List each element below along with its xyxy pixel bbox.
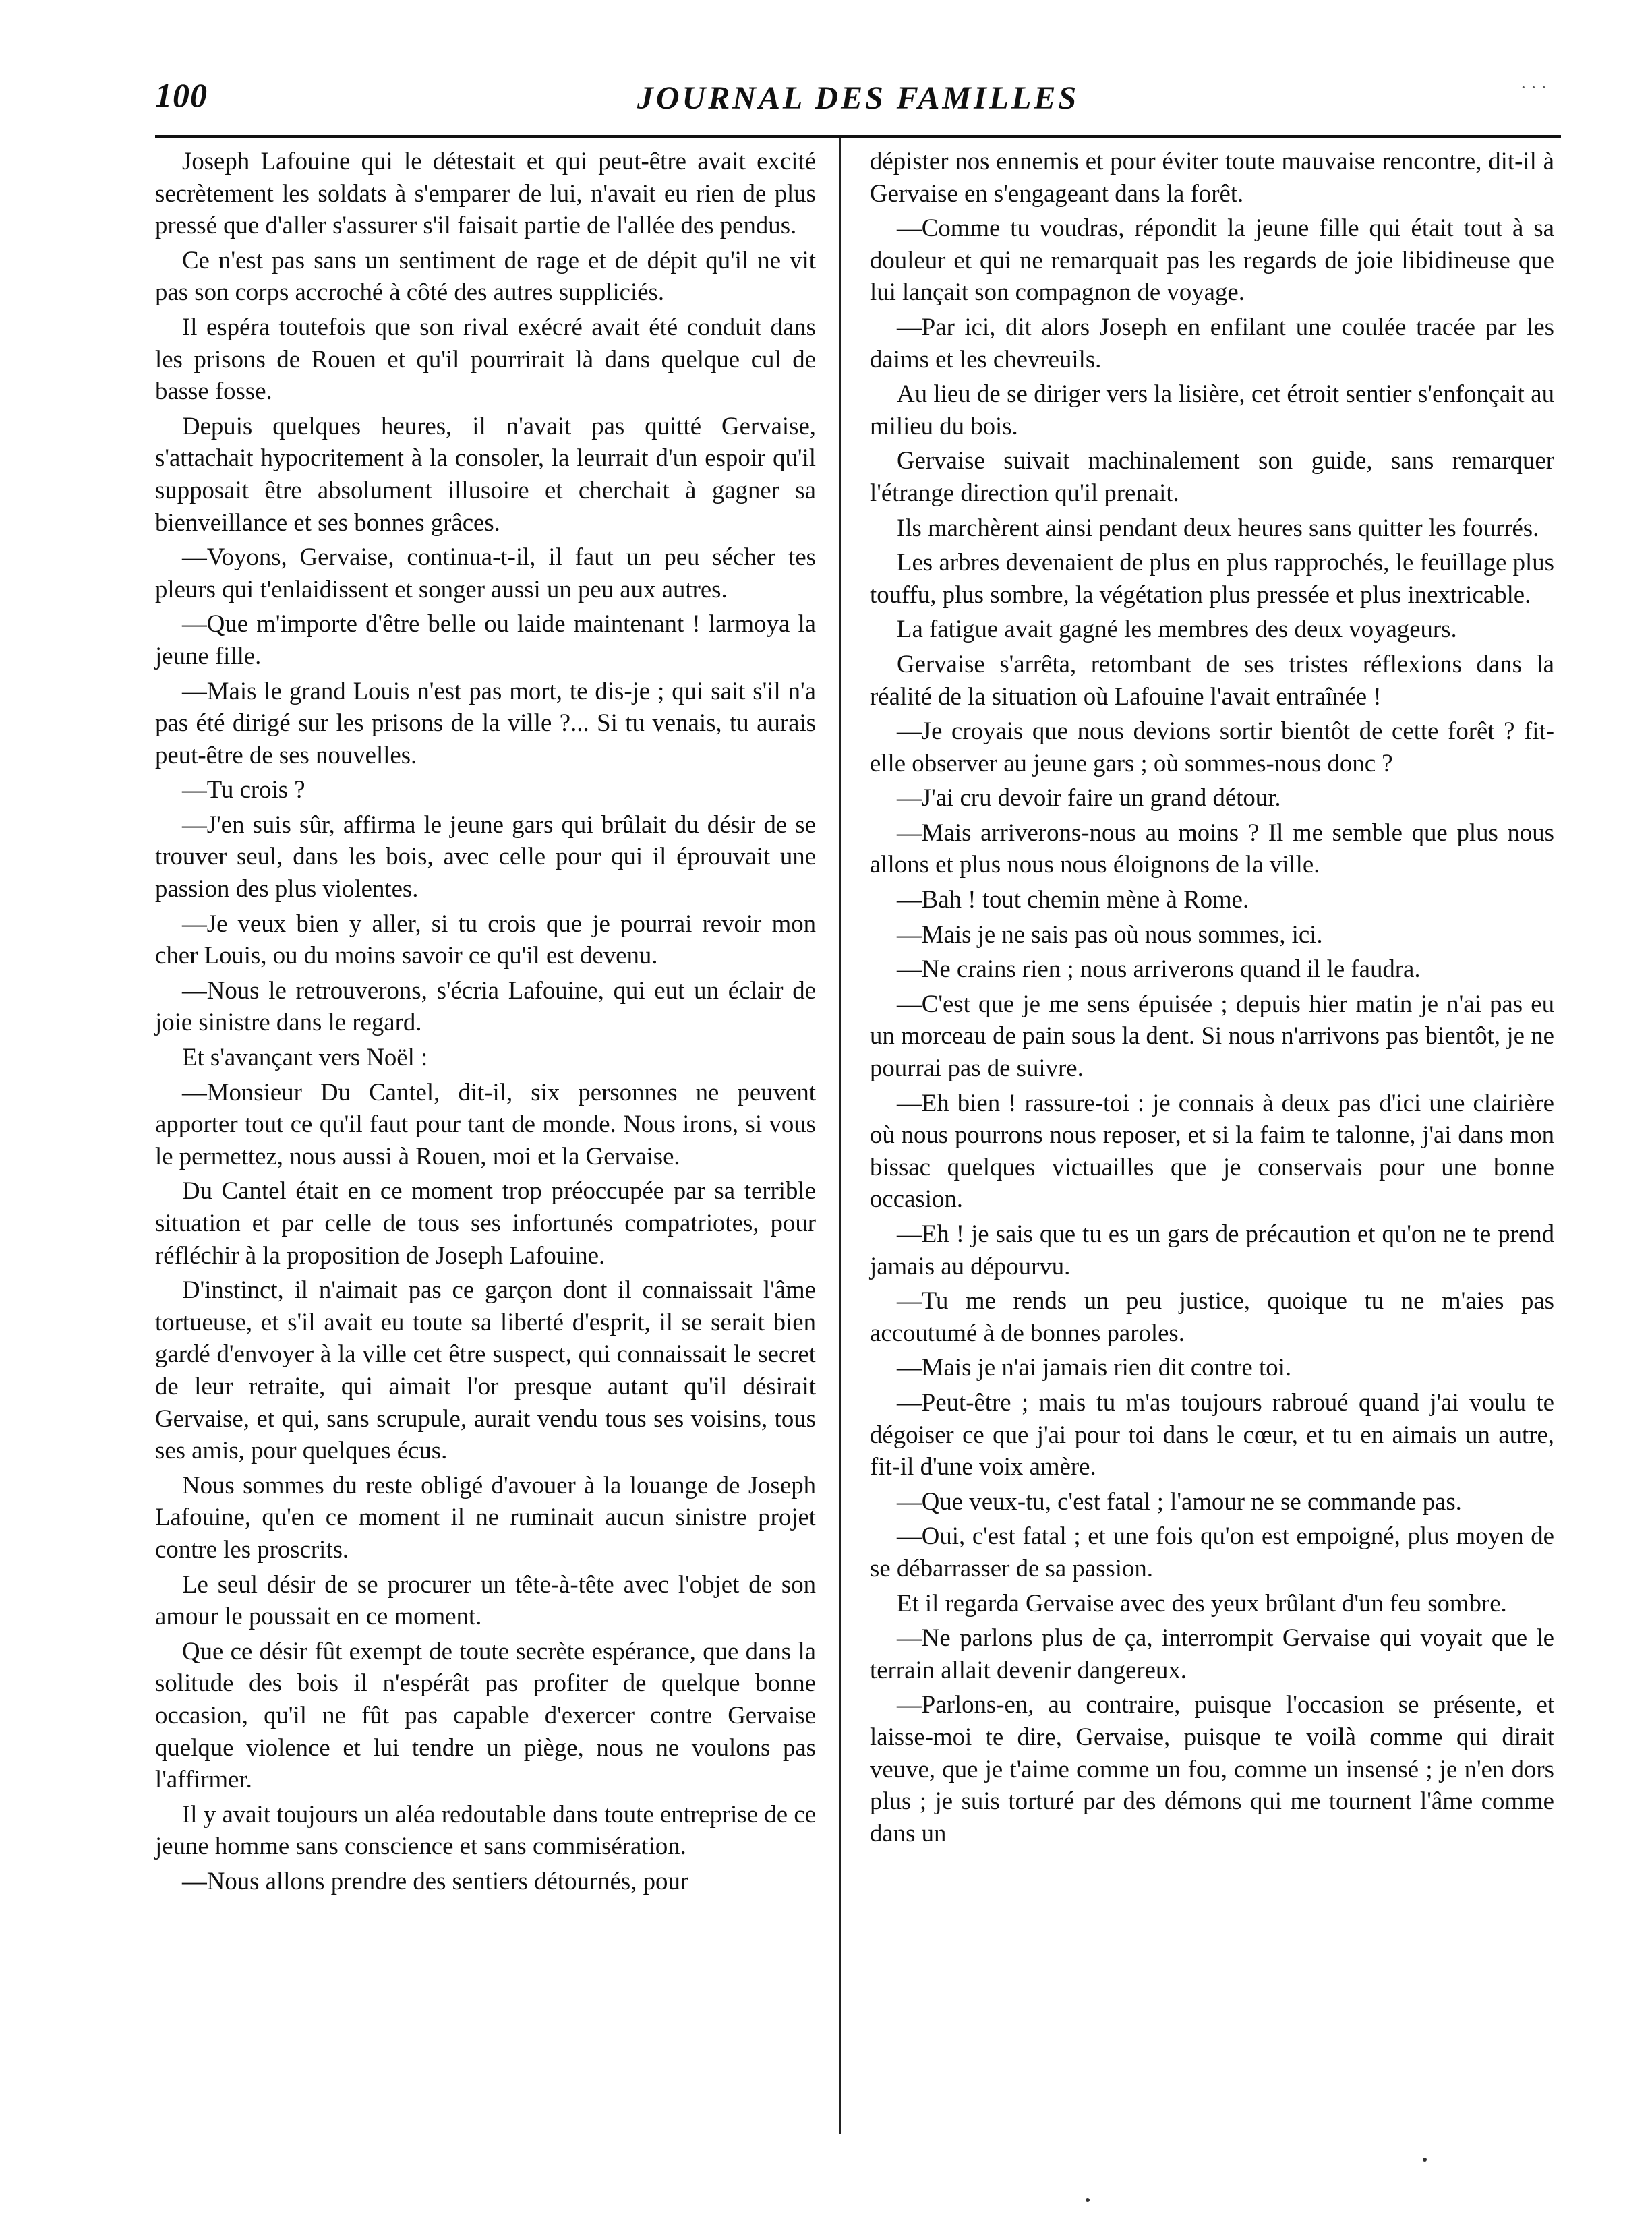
paragraph: —Nous allons prendre des sentiers détournés, pour <box>182 1866 689 1895</box>
paragraph: —Mais je n'ai jamais rien dit contre toi. <box>897 1353 1292 1382</box>
paragraph: —Mais je ne sais pas où nous sommes, ici. <box>897 920 1323 948</box>
paragraph: —Tu crois ? <box>182 775 305 804</box>
paragraph: Nous sommes du reste obligé d'avouer à la louange de Joseph Lafouine, qu'en ce moment il ne ruminait aucun sinistre projet contre les proscrits. <box>155 1471 816 1563</box>
paragraph: D'instinct, il n'aimait pas ce garçon dont il connaissait l'âme tortueuse, et s'il avait eu toute sa liberté d'esprit, il se serait bien gardé d'envoyer à la ville cet être suspect, qui connaissait le secret de leur retraite, qui aimait l'or presque autant qu'il désirait Gervaise, et qui, sans scrupule, aurait vendu tous ses voisins, tous ses amis, pour quelques écus. <box>155 1276 816 1464</box>
print-speck <box>1423 2158 1427 2162</box>
paragraph: —Voyons, Gervaise, continua-t-il, il faut un peu sécher tes pleurs qui t'enlaidissent et songer aussi un peu aux autres. <box>155 543 816 603</box>
print-speck <box>1086 2198 1090 2202</box>
corner-speck: · · · <box>1521 78 1547 97</box>
paragraph: Et il regarda Gervaise avec des yeux brûlant d'un feu sombre. <box>897 1589 1507 1617</box>
paragraph: —Bah ! tout chemin mène à Rome. <box>897 885 1249 914</box>
paragraph: —Mais arriverons-nous au moins ? Il me semble que plus nous allons et plus nous nous éloignons de la ville. <box>870 818 1554 879</box>
paragraph: —Que veux-tu, c'est fatal ; l'amour ne se commande pas. <box>897 1487 1462 1515</box>
paragraph: —Comme tu voudras, répondit la jeune fille qui était tout à sa douleur et qui ne remarquait pas les regards de joie libidineuse que lui lançait son compagnon de voyage. <box>870 214 1554 306</box>
paragraph: Que ce désir fût exempt de toute secrète espérance, que dans la solitude des bois il n'espérât pas profiter de quelque bonne occasion, qu'il ne fût pas capable d'exercer contre Gervaise quelque violence et lui tendre un piège, nous ne voulons pas l'affirmer. <box>155 1636 816 1793</box>
paragraph: —Parlons-en, au contraire, puisque l'occasion se présente, et laisse-moi te dire, Gervaise, puisque te voilà comme qui dirait veuve, que je t'aime comme un fou, comme un insensé ; je n'en dors plus ; je suis torturé par des démons qui me tournent l'âme comme dans un <box>870 1690 1554 1847</box>
paragraph: —Peut-être ; mais tu m'as toujours rabroué quand j'ai voulu te dégoiser ce que j'ai pour toi dans le cœur, et tu en aimais un autre, fit-il d'une voix amère. <box>870 1388 1554 1481</box>
paragraph: —Que m'importe d'être belle ou laide maintenant ! larmoya la jeune fille. <box>155 610 816 670</box>
paragraph: —J'en suis sûr, affirma le jeune gars qui brûlait du désir de se trouver seul, dans les bois, avec celle pour qui il éprouvait une passion des plus violentes. <box>155 810 816 903</box>
paragraph: —Oui, c'est fatal ; et une fois qu'on est empoigné, plus moyen de se débarrasser de sa passion. <box>870 1522 1554 1582</box>
paragraph: Depuis quelques heures, il n'avait pas quitté Gervaise, s'attachait hypocritement à la consoler, la leurrait d'un espoir qu'il supposait être absolument illusoire et cherchait à gagner sa bienveillance et ses bonnes grâces. <box>155 411 816 536</box>
journal-title: JOURNAL DES FAMILLES <box>637 80 1080 116</box>
page-header <box>155 76 1561 129</box>
paragraph: Joseph Lafouine qui le détestait et qui peut-être avait excité secrètement les soldats à s'emparer de lui, n'avait eu rien de plus pressé que d'aller s'assurer s'il faisait partie de l'allée des pendus. <box>155 147 816 239</box>
column-divider <box>839 138 841 2134</box>
paragraph: —Par ici, dit alors Joseph en enfilant une coulée tracée par les daims et les chevreuils. <box>870 312 1554 373</box>
paragraph: Le seul désir de se procurer un tête-à-tête avec l'objet de son amour le poussait en ce moment. <box>155 1570 816 1630</box>
paragraph: —C'est que je me sens épuisée ; depuis hier matin je n'ai pas eu un morceau de pain sous la dent. Si nous n'arrivons pas bientôt, je ne pourrai pas de suivre. <box>870 989 1554 1082</box>
paragraph: Ce n'est pas sans un sentiment de rage et de dépit qu'il ne vit pas son corps accroché à côté des autres suppliciés. <box>155 245 816 306</box>
paragraph: —J'ai cru devoir faire un grand détour. <box>897 783 1281 812</box>
header-rule <box>155 135 1561 138</box>
paragraph: —Eh ! je sais que tu es un gars de précaution et qu'on ne te prend jamais au dépourvu. <box>870 1220 1554 1280</box>
paragraph-continuation: dépister nos ennemis et pour éviter toute mauvaise rencontre, dit-il à Gervaise en s'engageant dans la forêt. <box>870 147 1554 207</box>
paragraph: La fatigue avait gagné les membres des deux voyageurs. <box>897 615 1457 643</box>
paragraph: —Je croyais que nous devions sortir bientôt de cette forêt ? fit-elle observer au jeune gars ; où sommes-nous donc ? <box>870 717 1554 777</box>
paragraph: —Mais le grand Louis n'est pas mort, te dis-je ; qui sait s'il n'a pas été dirigé sur les prisons de la ville ?... Si tu venais, tu aurais peut-être de ses nouvelles. <box>155 676 816 769</box>
paragraph: —Eh bien ! rassure-toi : je connais à deux pas d'ici une clairière où nous pourrons nous reposer, et si la faim te talonne, j'ai dans mon bissac quelques victuailles que je conservais pour une bonne occasion. <box>870 1088 1554 1213</box>
paragraph: —Ne crains rien ; nous arriverons quand il le faudra. <box>897 955 1421 983</box>
left-column <box>155 145 816 1899</box>
paragraph: Gervaise suivait machinalement son guide, sans remarquer l'étrange direction qu'il prenait. <box>870 446 1554 506</box>
paragraph: Du Cantel était en ce moment trop préoccupée par sa terrible situation et par celle de tous ses infortunés compatriotes, pour réfléchir à la proposition de Joseph Lafouine. <box>155 1177 816 1269</box>
paragraph: Au lieu de se diriger vers la lisière, cet étroit sentier s'enfonçait au milieu du bois. <box>870 380 1554 440</box>
paragraph: Il y avait toujours un aléa redoutable dans toute entreprise de ce jeune homme sans conscience et sans commisération. <box>155 1800 816 1860</box>
paragraph: —Nous le retrouverons, s'écria Lafouine, qui eut un éclair de joie sinistre dans le regard. <box>155 976 816 1036</box>
paragraph: Les arbres devenaient de plus en plus rapprochés, le feuillage plus touffu, plus sombre, la végétation plus pressée et plus inextricable. <box>870 548 1554 608</box>
paragraph: Il espéra toutefois que son rival exécré avait été conduit dans les prisons de Rouen et qu'il pourrirait là dans quelque cul de basse fosse. <box>155 312 816 405</box>
paragraph: —Je veux bien y aller, si tu crois que je pourrai revoir mon cher Louis, ou du moins savoir ce qu'il est devenu. <box>155 909 816 970</box>
paragraph: Et s'avançant vers Noël : <box>182 1043 428 1071</box>
right-column <box>870 145 1554 1851</box>
paragraph: —Monsieur Du Cantel, dit-il, six personnes ne peuvent apporter tout ce qu'il faut pour tant de monde. Nous irons, si vous le permettez, nous aussi à Rouen, moi et la Gervaise. <box>155 1077 816 1170</box>
paragraph: —Ne parlons plus de ça, interrompit Gervaise qui voyait que le terrain allait devenir dangereux. <box>870 1624 1554 1684</box>
page-number: 100 <box>155 76 208 114</box>
paragraph: Ils marchèrent ainsi pendant deux heures sans quitter les fourrés. <box>897 513 1539 541</box>
paragraph: —Tu me rends un peu justice, quoique tu ne m'aies pas accoutumé à de bonnes paroles. <box>870 1286 1554 1346</box>
paragraph: Gervaise s'arrêta, retombant de ses tristes réflexions dans la réalité de la situation où Lafouine l'avait entraînée ! <box>870 649 1554 710</box>
